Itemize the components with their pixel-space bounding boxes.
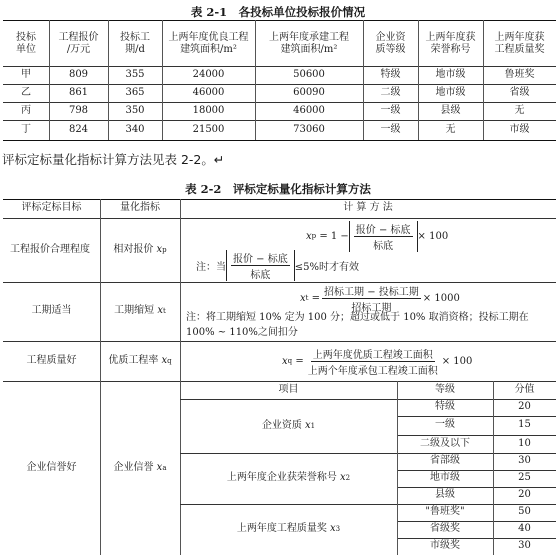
- t1-header-honor: 上两年度获 荣誉称号: [425, 31, 476, 55]
- t1-header-quality-area: 上两年度优良工程 建筑面积/m²: [168, 31, 249, 55]
- t2-goal-period: 工期适当: [31, 305, 72, 317]
- table1-title: 表 2-1 各投标单位投标报价情况: [190, 5, 366, 19]
- t1-cell: 无: [445, 123, 456, 135]
- credit-level: "鲁班奖": [425, 506, 465, 518]
- credit-score: 50: [518, 506, 531, 518]
- credit-score: 30: [518, 455, 531, 467]
- t1-cell: 365: [125, 86, 145, 98]
- formula-quality: x q = $\frac{\text{上两年度优质工程竣工面积}}{\text{上两个年度承包工程竣工面积}}$ × 100: [282, 345, 472, 377]
- t1-header-grade: 企业资 质等级: [375, 31, 406, 55]
- t1-cell: 46000: [192, 86, 225, 98]
- formula-period: x t = $\frac{\text{招标工期 − 投标工期}}{\text{招标工期}}$ × 1000: [300, 284, 460, 312]
- credit-header-level: 等级: [435, 383, 455, 395]
- credit-item-award: 上两年度工程质量奖 x 3: [236, 523, 341, 535]
- t1-header-price: 工程报价 /万元: [58, 31, 99, 55]
- t2-header-indicator: 量化指标: [120, 202, 160, 214]
- credit-header-item: 项目: [278, 383, 299, 395]
- t1-cell: 地市级: [435, 86, 466, 98]
- credit-header-score: 分值: [514, 383, 535, 395]
- t1-cell: 18000: [192, 104, 225, 116]
- credit-score: 10: [518, 437, 531, 449]
- t2-indicator-credit: 企业信誉 x a: [113, 461, 167, 473]
- t1-cell: 824: [68, 123, 89, 135]
- t2-goal-quality: 工程质量好: [26, 354, 77, 366]
- credit-level: 市级奖: [430, 540, 460, 552]
- intro-paragraph: 评标定标量化指标计算方法见表 2-2。↵: [2, 152, 225, 167]
- t1-cell: 市级: [509, 123, 530, 135]
- credit-level: 省部级: [430, 455, 460, 467]
- t1-cell: 鲁班奖: [504, 68, 535, 80]
- t1-cell: 一级: [380, 123, 401, 135]
- t1-cell: 861: [68, 86, 89, 98]
- t1-cell: 地市级: [435, 68, 466, 80]
- t1-cell: 无: [514, 104, 525, 116]
- credit-score: 20: [518, 401, 531, 413]
- t1-header-award: 上两年度获 工程质量奖: [494, 31, 545, 55]
- t1-cell: 355: [125, 68, 145, 80]
- t1-cell: 省级: [509, 86, 530, 98]
- t1-cell: 46000: [293, 104, 325, 116]
- credit-level: 二级及以下: [420, 437, 470, 449]
- t1-header-unit: 投标 单位: [16, 31, 36, 55]
- t2-indicator-price: 相对报价 x p: [113, 243, 167, 255]
- t2-goal-price: 工程报价合理程度: [10, 243, 90, 255]
- note-period: 注：将工期缩短 10% 定为 100 分；超过或低于 10% 取消资格；投标工期在 100% ~ 110%之间扣分: [186, 312, 529, 338]
- note-price: 注：当 $\frac{\text{报价 − 标底}}{\text{标底}}$ ≤5%时才有效: [196, 251, 359, 279]
- t1-cell: 县级: [440, 104, 461, 116]
- t1-cell: 一级: [380, 104, 401, 116]
- t1-cell: 丁: [21, 123, 31, 135]
- t2-indicator-quality: 优质工程率 x q: [108, 354, 172, 366]
- credit-score: 20: [518, 489, 531, 501]
- t1-header-built-area: 上两年度承建工程 建筑面积/m²: [269, 31, 349, 55]
- formula-price: x p = 1 − $\frac{\text{报价 − 标底}}{\text{标底}}$ × 100: [306, 220, 448, 252]
- credit-item-honor: 上两年度企业获荣誉称号 x 2: [226, 472, 351, 484]
- credit-level: 一级: [435, 419, 455, 431]
- t1-cell: 350: [125, 104, 145, 116]
- credit-level: 省级奖: [430, 523, 460, 535]
- t1-cell: 809: [68, 68, 89, 80]
- credit-item-qualification: 企业资质 x 1: [261, 419, 316, 431]
- t2-indicator-period: 工期缩短 x t: [114, 305, 166, 317]
- credit-level: 地市级: [430, 472, 460, 484]
- table2-title: 表 2-2 评标定标量化指标计算方法: [185, 182, 371, 196]
- credit-score: 40: [518, 523, 531, 535]
- credit-level: 县级: [435, 489, 455, 501]
- t2-goal-credit: 企业信誉好: [26, 461, 77, 473]
- t1-header-period: 投标工 期/d: [120, 31, 150, 55]
- t2-header-method: 计 算 方 法: [343, 202, 393, 214]
- t1-cell: 73060: [293, 123, 325, 135]
- t1-cell: 798: [68, 104, 89, 116]
- t1-cell: 丙: [21, 104, 31, 116]
- t1-cell: 甲: [21, 68, 31, 80]
- t1-cell: 340: [125, 123, 145, 135]
- credit-level: 特级: [435, 401, 455, 413]
- t1-cell: 50600: [293, 68, 325, 80]
- t1-cell: 特级: [380, 68, 401, 80]
- credit-score: 15: [518, 419, 531, 431]
- t1-cell: 乙: [21, 86, 31, 98]
- credit-score: 25: [518, 472, 531, 484]
- credit-score: 30: [518, 540, 531, 552]
- t2-header-goal: 评标定标目标: [21, 202, 82, 214]
- t1-cell: 21500: [192, 123, 225, 135]
- t1-cell: 60090: [293, 86, 325, 98]
- t1-cell: 24000: [192, 68, 225, 80]
- t1-cell: 二级: [380, 86, 401, 98]
